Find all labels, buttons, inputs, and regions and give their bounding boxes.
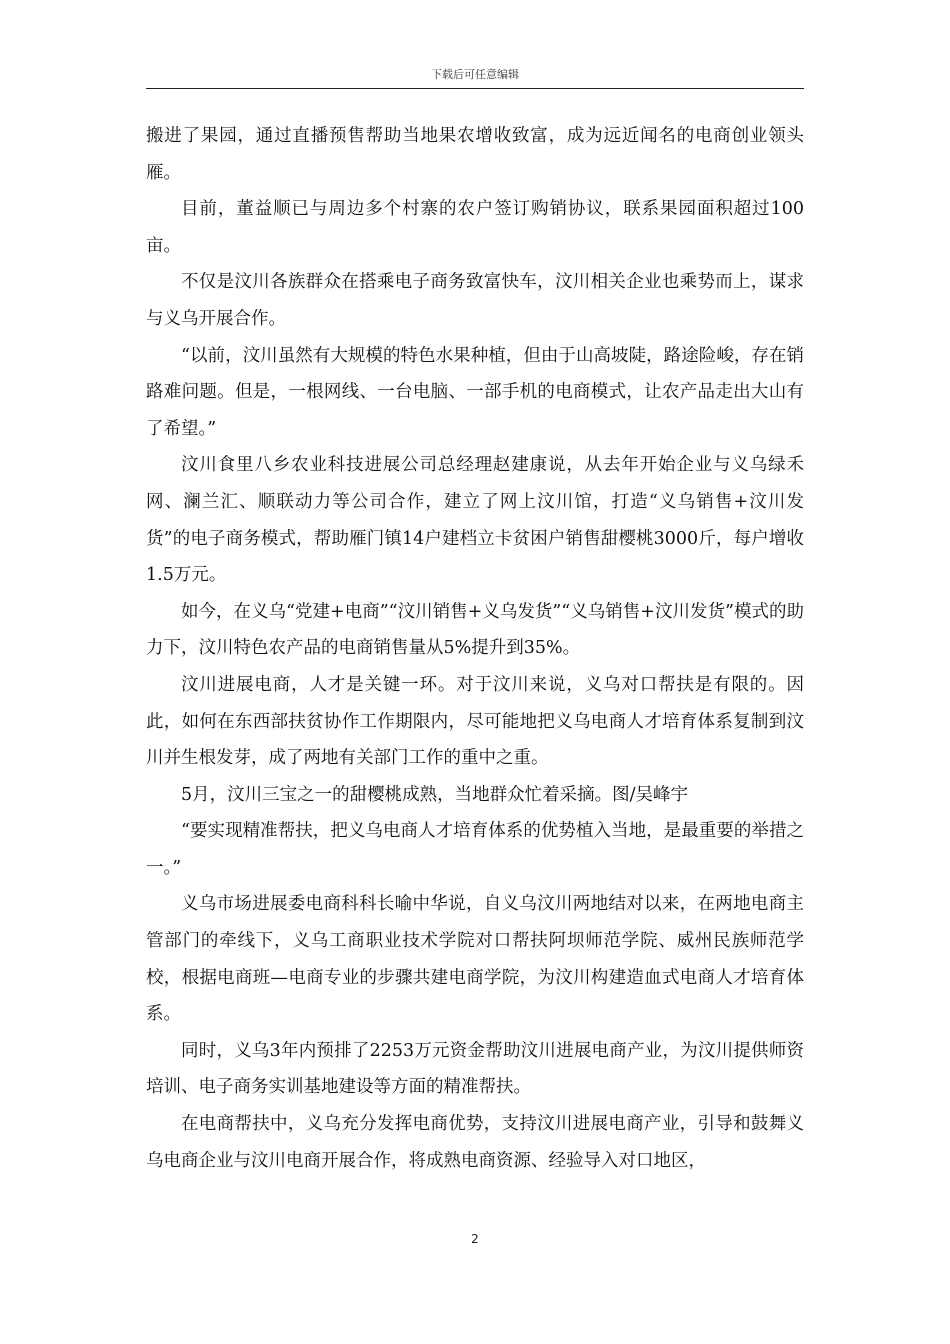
paragraph: 如今，在义乌“党建+电商”“汶川销售+义乌发货”“义乌销售+汶川发货”模式的助力下，汶川特色农产品的电商销售量从5%提升到35%。	[146, 601, 804, 659]
header-divider	[146, 88, 804, 89]
page-header: 下载后可任意编辑	[431, 68, 519, 81]
paragraph: 不仅是汶川各族群众在搭乘电子商务致富快车，汶川相关企业也乘势而上，谋求与义乌开展合作。	[146, 272, 804, 329]
paragraph: 汶川进展电商，人才是关键一环。对于汶川来说，义乌对口帮扶是有限的。因此，如何在东西部扶贫协作工作期限内，尽可能地把义乌电商人才培育体系复制到汶川并生根发芽，成了两地有关部门工作的重中之重。	[146, 674, 804, 769]
paragraph: 在电商帮扶中，义乌充分发挥电商优势，支持汶川进展电商产业，引导和鼓舞义乌电商企业与汶川电商开展合作，将成熟电商资源、经验导入对口地区，	[146, 1114, 804, 1171]
paragraph: “以前，汶川虽然有大规模的特色水果种植，但由于山高坡陡，路途险峻，存在销路难问题。但是，一根网线、一台电脑、一部手机的电商模式，让农产品走出大山有了希望。”	[146, 345, 804, 439]
paragraph: 同时，义乌3年内预排了2253万元资金帮助汶川进展电商产业，为汶川提供师资培训、电子商务实训基地建设等方面的精准帮扶。	[146, 1040, 804, 1098]
paragraph: 目前，董益顺已与周边多个村寨的农户签订购销协议，联系果园面积超过100亩。	[146, 199, 804, 256]
paragraph: 义乌市场进展委电商科科长喻中华说，自义乌汶川两地结对以来，在两地电商主管部门的牵线下，义乌工商职业技术学院对口帮扶阿坝师范学院、威州民族师范学校，根据电商班—电商专业的步骤共建电商学院，为汶川构建造血式电商人才培育体系。	[146, 894, 804, 1025]
photo-caption: 5月，汶川三宝之一的甜樱桃成熟，当地群众忙着采摘。图/吴峰宇	[181, 784, 689, 805]
paragraph: “要实现精准帮扶，把义乌电商人才培育体系的优势植入当地，是最重要的举措之一。”	[146, 821, 804, 878]
document-body	[146, 118, 804, 1179]
page-number: 2	[471, 1232, 479, 1246]
paragraph: 汶川食里八乡农业科技进展公司总经理赵建康说，从去年开始企业与义乌绿禾网、澜兰汇、顺联动力等公司合作，建立了网上汶川馆，打造“义乌销售+汶川发货”的电子商务模式，帮助雁门镇14户建档立卡贫困户销售甜樱桃3000斤，每户增收1.5万元。	[146, 455, 804, 586]
paragraph: 搬进了果园，通过直播预售帮助当地果农增收致富，成为远近闻名的电商创业领头雁。	[146, 126, 804, 183]
